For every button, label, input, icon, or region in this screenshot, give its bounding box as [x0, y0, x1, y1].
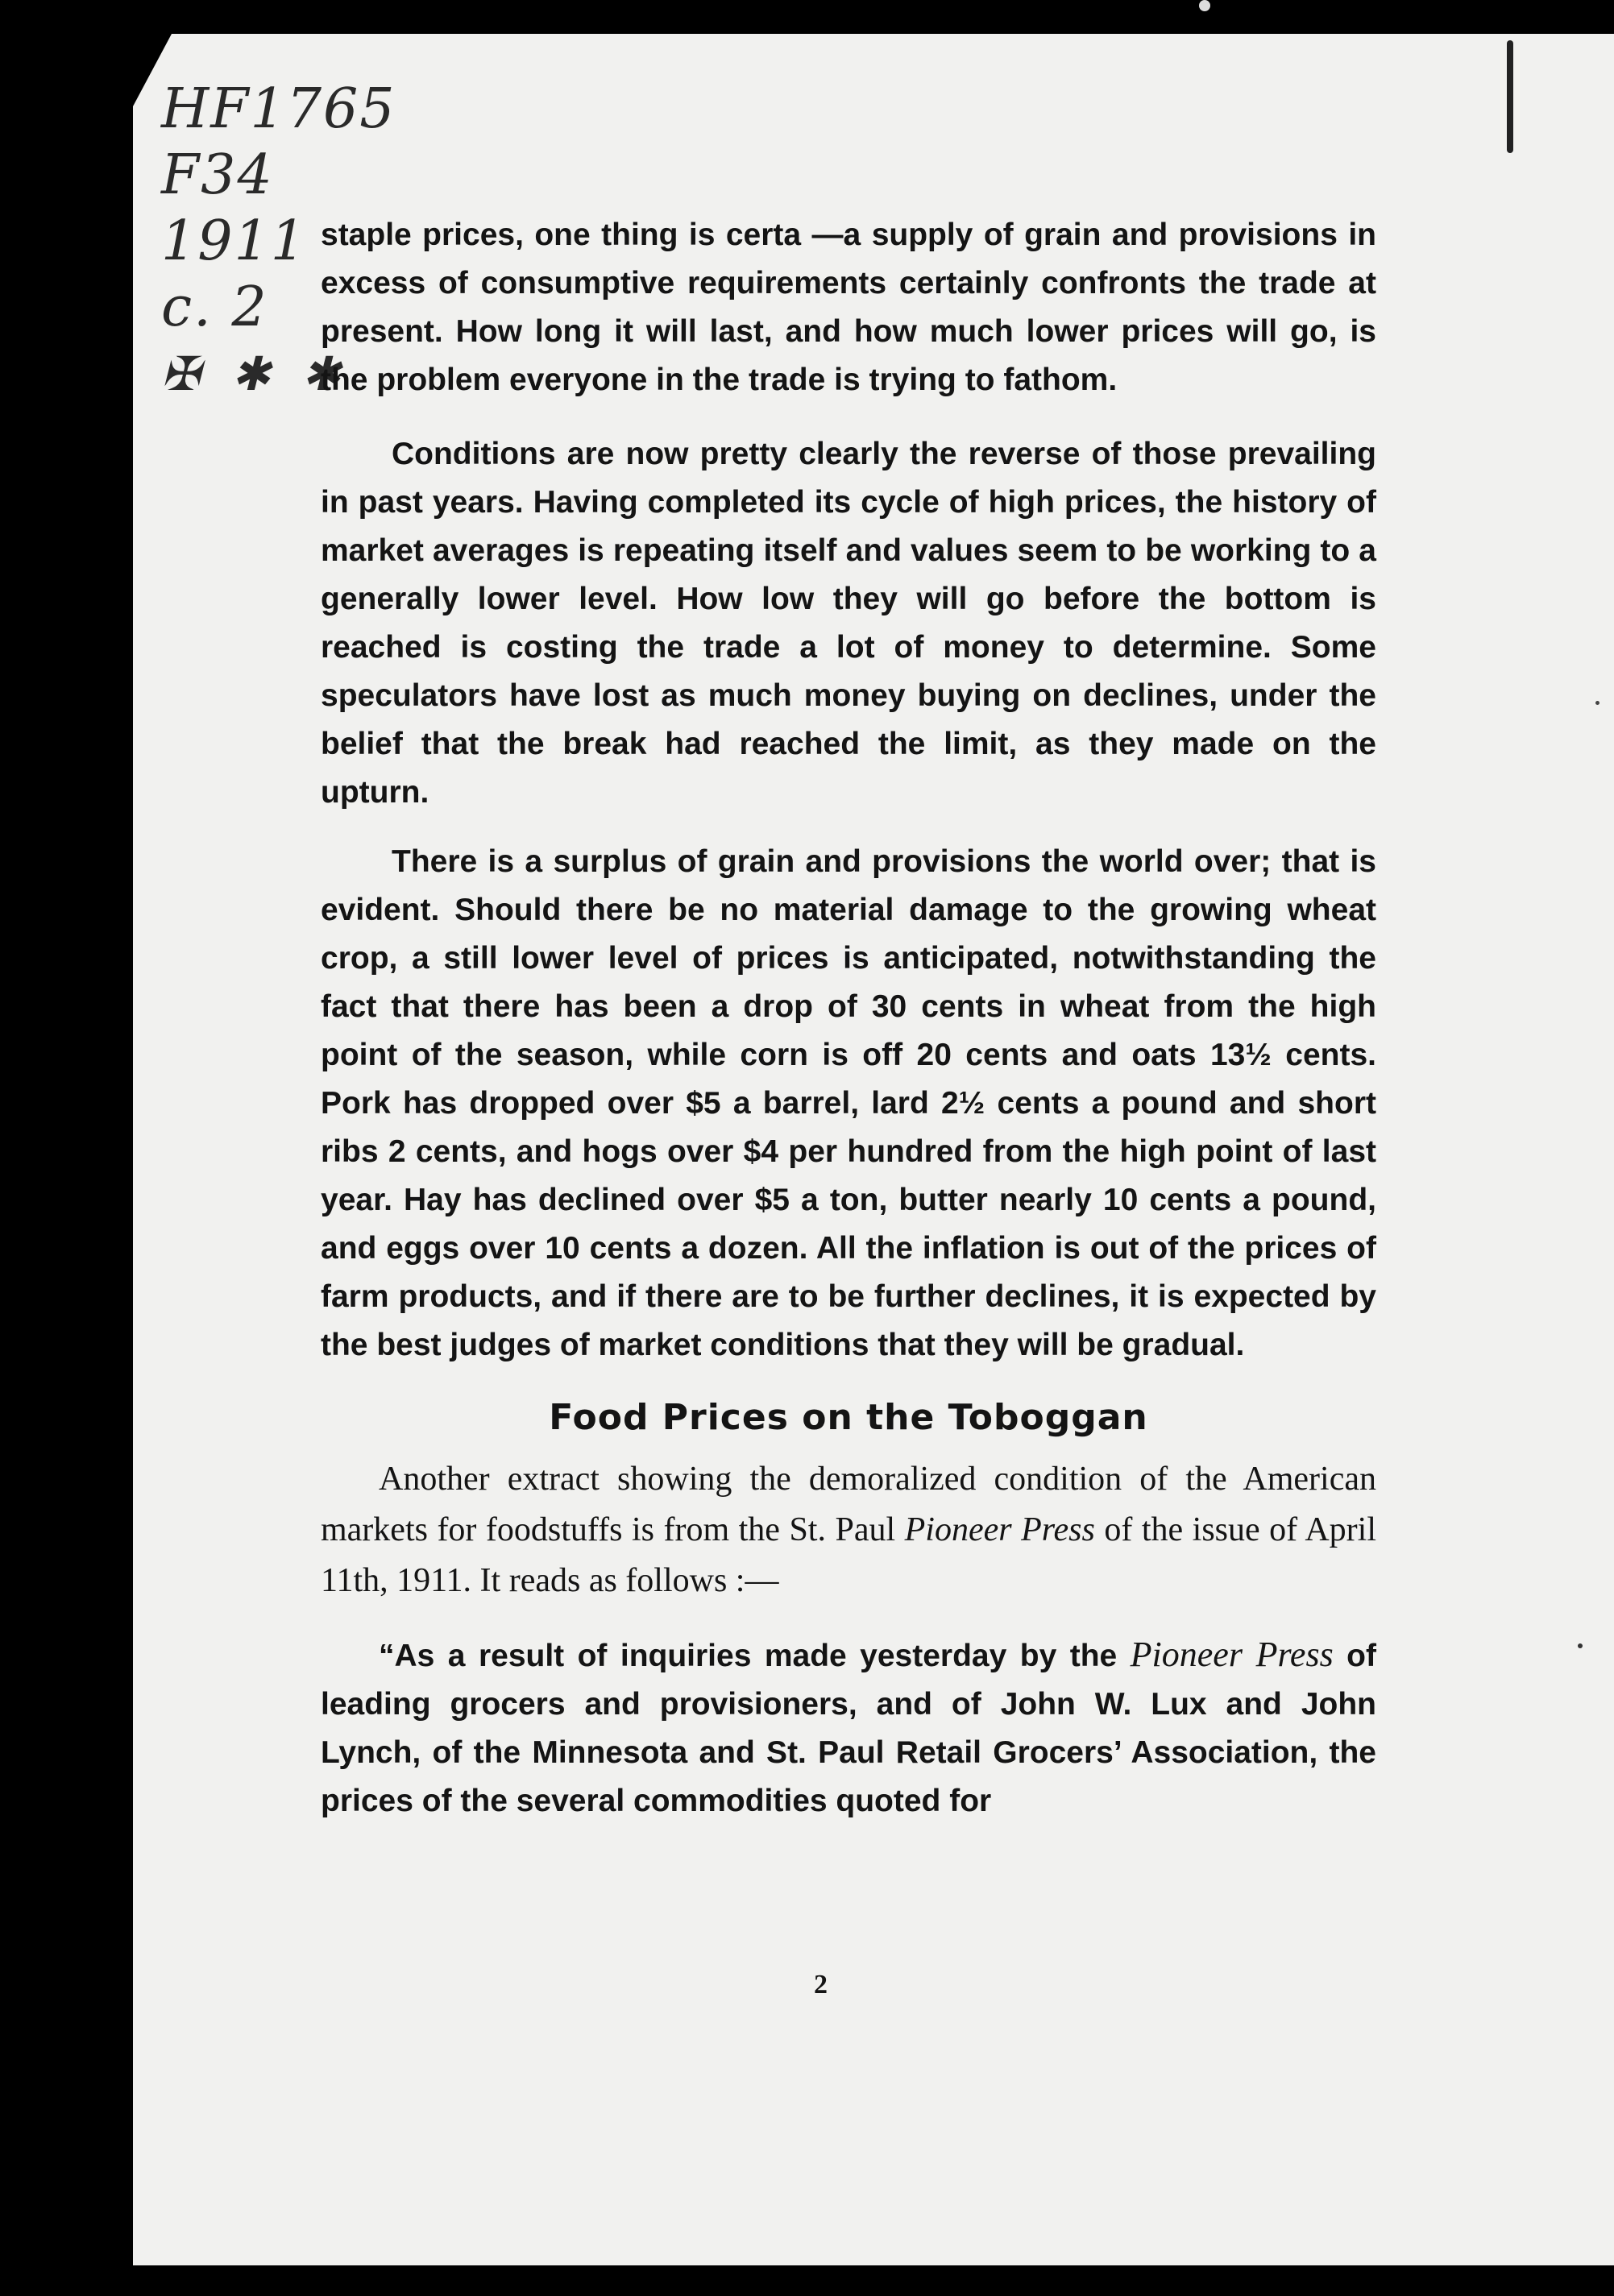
quote-text: of leading grocers and provisioners, and of John W. Lux and John Lynch, of the Minnesota and St. Paul Retail Grocers’ Association, the prices of the several commodities quoted for: [321, 1639, 1376, 1818]
call-number-line: c. 2: [161, 276, 268, 339]
paragraph-quote: [321, 1631, 1376, 1826]
quote-text: “As a result of inquiries made yesterday by the: [379, 1639, 1131, 1673]
scan-speck: [1595, 701, 1599, 705]
call-number-line: F34: [161, 143, 274, 207]
page-number: 2: [814, 1970, 828, 2000]
extract-text: Another extract showing the demoralized condition of the American markets for foodstuffs is from the St. Paul: [321, 1461, 1376, 1548]
page-body: [321, 211, 1376, 1826]
paragraph-surplus: There is a surplus of grain and provisions the world over; that is evident. Should there be no material damage to the growing wheat crop, a still lower level of prices is anticipated, notwithstanding the fact that there has been a drop of 30 cents in wheat from the high point of the season, while corn is off 20 cents and oats 13½ cents. Pork has dropped over $5 a barrel, lard 2½ cents a pound and short ribs 2 cents, and hogs over $4 per hundred from the high point of last year. Hay has declined over $5 a ton, butter nearly 10 cents a pound, and eggs over 10 cents a dozen. All the inflation is out of the prices of farm products, and if there are to be further declines, it is expected by the best judges of market conditions that they will be gradual.: [321, 844, 1376, 1362]
paragraph-continuation: staple prices, one thing is certa —a supply of grain and provisions in excess of consumptive requirements certainly confronts the trade at present. How long it will last, and how much lower prices will go, is the problem everyone in the trade is trying to fathom.: [321, 218, 1376, 397]
newspaper-title: Pioneer Press: [904, 1511, 1095, 1548]
extract-text: of the issue of April 11th, 1911. It reads as follows :—: [321, 1511, 1376, 1599]
newspaper-title: Pioneer Press: [1130, 1635, 1334, 1674]
paragraph-conditions: Conditions are now pretty clearly the reverse of those prevailing in past years. Having completed its cycle of high prices, the history of market averages is repeating itself and values seem to be working to a generally lower level. How low they will go before the bottom is reached is costing the trade a lot of money to determine. Some speculators have lost as much money buying on declines, under the belief that the break had reached the limit, as they made on the upturn.: [321, 437, 1376, 810]
call-number-line: HF1765: [161, 77, 396, 141]
call-number-marks: ✠ ✱ ✱: [161, 346, 349, 401]
paragraph-extract: [321, 1454, 1376, 1606]
section-heading: Food Prices on the Toboggan: [549, 1397, 1148, 1438]
scan-speck: [1578, 1643, 1583, 1648]
binding-shadow: [1507, 40, 1513, 153]
call-number-line: 1911: [161, 209, 308, 273]
scan-speck: [1199, 0, 1210, 11]
